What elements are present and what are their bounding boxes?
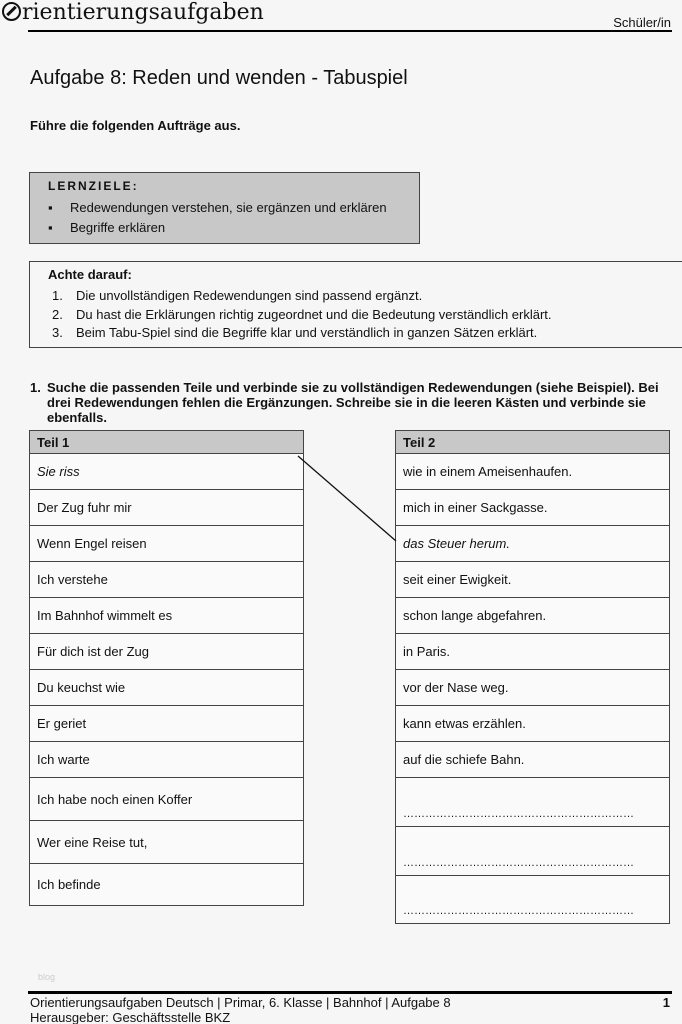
goal-text: Begriffe erklären xyxy=(70,220,166,235)
task-text: Suche die passenden Teile und verbinde sie zu vollständigen Redewendungen (siehe Beispiel). Bei drei Redewendungen fehlen die Ergänzungen. Schreibe sie in die leeren Kästen und verbinde sie ebenfalls. xyxy=(47,380,659,425)
table-cell: Er geriet xyxy=(30,706,304,742)
brand-text: rientierungsaufgaben xyxy=(22,0,264,25)
table-cell: das Steuer herum. xyxy=(396,526,670,562)
watermark: blog xyxy=(38,972,56,982)
table-cell: Sie riss xyxy=(30,454,304,490)
table-cell: wie in einem Ameisenhaufen. xyxy=(396,454,670,490)
table-cell: in Paris. xyxy=(396,634,670,670)
page-title: Aufgabe 8: Reden und wenden - Tabuspiel xyxy=(30,67,408,89)
table-cell: Ich befinde xyxy=(30,864,304,906)
goals-heading: LERNZIELE: xyxy=(48,179,139,193)
table-cell: Ich verstehe xyxy=(30,562,304,598)
criteria-item: 2. Du hast die Erklärungen richtig zugeordnet und die Bedeutung verständlich erklärt. xyxy=(52,307,552,322)
table-cell: Im Bahnhof wimmelt es xyxy=(30,598,304,634)
footer-line-2: Herausgeber: Geschäftsstelle BKZ xyxy=(30,1010,231,1024)
table-cell: seit einer Ewigkeit. xyxy=(396,562,670,598)
table-cell: Wenn Engel reisen xyxy=(30,526,304,562)
bullet: ▪ xyxy=(48,220,53,235)
table-cell: Du keuchst wie xyxy=(30,670,304,706)
table-cell[interactable]: ……………………………………………………… xyxy=(396,827,670,876)
table-cell: Wer eine Reise tut, xyxy=(30,821,304,864)
bullet: ▪ xyxy=(48,200,53,215)
table-cell: Ich warte xyxy=(30,742,304,778)
table-cell: Für dich ist der Zug xyxy=(30,634,304,670)
page-number: 1 xyxy=(662,995,670,1010)
table-cell[interactable]: ……………………………………………………… xyxy=(396,778,670,827)
table-cell[interactable]: ……………………………………………………… xyxy=(396,876,670,924)
table-header: Teil 2 xyxy=(396,431,670,454)
table-cell: mich in einer Sackgasse. xyxy=(396,490,670,526)
criteria-item: 3. Beim Tabu-Spiel sind die Begriffe klar und verständlich in ganzen Sätzen erklärt. xyxy=(52,325,538,340)
criteria-item: 1. Die unvollständigen Redewendungen sind passend ergänzt. xyxy=(52,288,423,303)
table-cell: Der Zug fuhr mir xyxy=(30,490,304,526)
table-cell: auf die schiefe Bahn. xyxy=(396,742,670,778)
table-cell: Ich habe noch einen Koffer xyxy=(30,778,304,821)
footer-rule xyxy=(28,991,672,994)
criteria-text: Du hast die Erklärungen richtig zugeordnet und die Bedeutung verständlich erklärt. xyxy=(76,307,552,322)
table-cell: vor der Nase weg. xyxy=(396,670,670,706)
criteria-heading: Achte darauf: xyxy=(48,267,132,282)
task-number: 1. xyxy=(30,380,41,395)
table-header: Teil 1 xyxy=(30,431,304,454)
role-label: Schüler/in xyxy=(613,15,671,30)
criteria-text: Die unvollständigen Redewendungen sind passend ergänzt. xyxy=(76,288,423,303)
instruction: Führe die folgenden Aufträge aus. xyxy=(30,118,241,133)
table-cell: kann etwas erzählen. xyxy=(396,706,670,742)
goal-text: Redewendungen verstehen, sie ergänzen und erklären xyxy=(70,200,387,215)
table-cell: schon lange abgefahren. xyxy=(396,598,670,634)
footer-line-1: Orientierungsaufgaben Deutsch | Primar, 6. Klasse | Bahnhof | Aufgabe 8 xyxy=(30,995,451,1010)
criteria-text: Beim Tabu-Spiel sind die Begriffe klar und verständlich in ganzen Sätzen erklärt. xyxy=(76,325,538,340)
